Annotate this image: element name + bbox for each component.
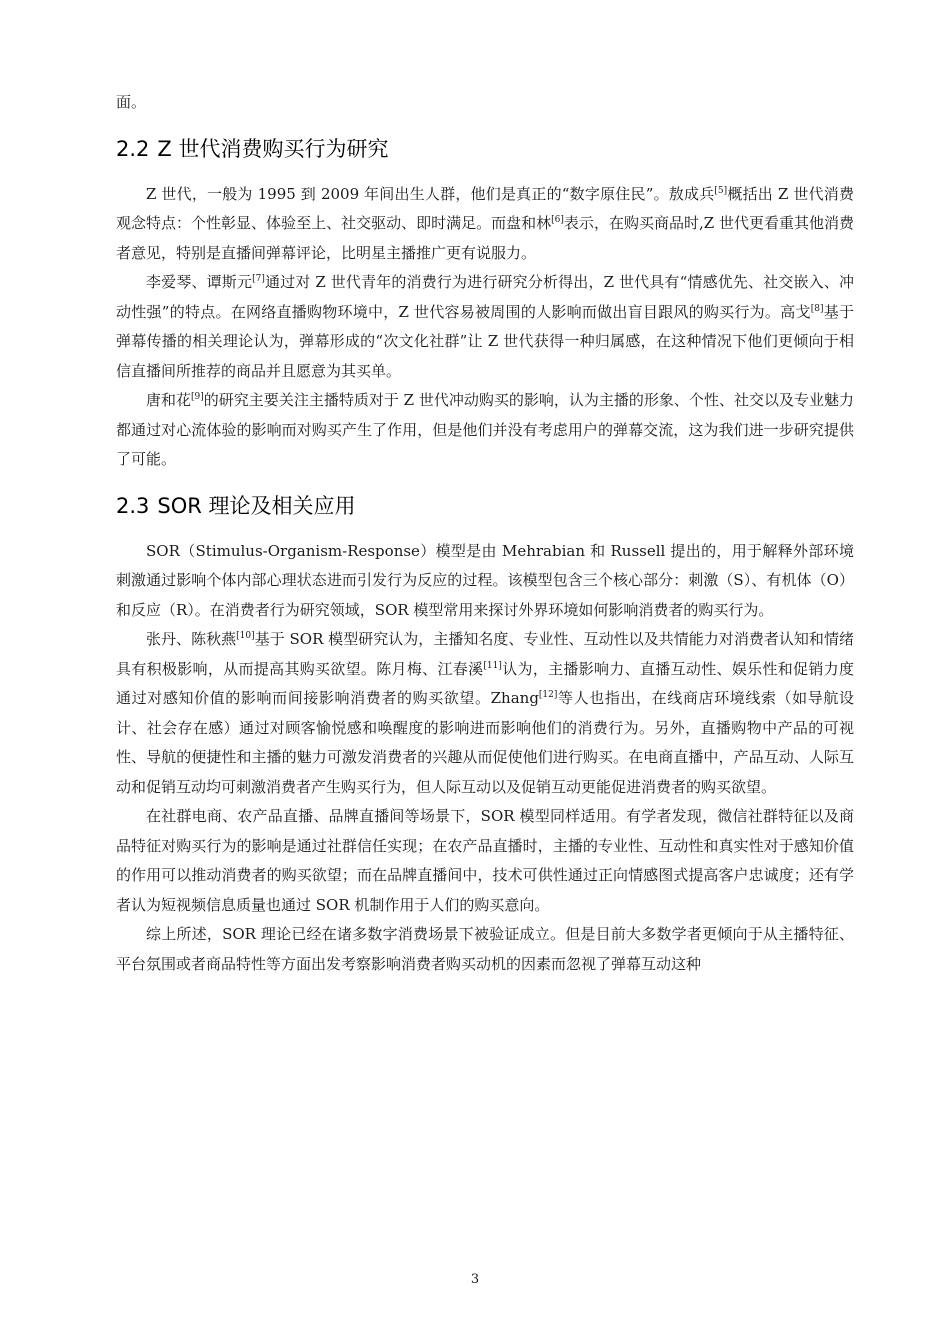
text-run: 唐和花 [146, 391, 192, 409]
section-heading-2-2 [116, 132, 854, 166]
text-run: Z 世代，一般为 1995 到 2009 年间出生人群，他们是真正的“数字原住民”。敖成兵 [146, 184, 715, 203]
paragraph [116, 180, 854, 269]
text-run: 认为，主播影响力、直播互动性、娱乐性和促销力度通过对感知价值的影响而间接影响消费者的购买欲望。Zhang [116, 659, 854, 707]
continuation-text: 面。 [116, 93, 147, 111]
text-run: 基于 SOR 模型研究认为，主播知名度、专业性、互动性以及共情能力对消费者认知和情绪具有积极影响，从而提高其购买欲望。陈月梅、江春溪 [116, 630, 854, 678]
section-title: SOR 理论及相关应用 [157, 493, 356, 518]
page-number: 3 [470, 1272, 480, 1287]
section-heading-2-3 [116, 489, 854, 523]
paragraph [116, 625, 854, 802]
text-run: 张丹、陈秋燕 [146, 630, 237, 648]
paragraph [116, 386, 854, 475]
text-run: 概括出 Z 世代消费观念特点：个性彰显、体验至上、社交驱动、即时满足。而盘和林 [116, 184, 854, 232]
text-run: 表示，在购买商品时,Z 世代更看重其他消费者意见，特别是直播间弹幕评论，比明星主播推广更有说服力。 [116, 214, 854, 262]
citation-ref: [7] [252, 274, 265, 284]
text-run: 的研究主要关注主播特质对于 Z 世代冲动购买的影响，认为主播的形象、个性、社交以及专业魅力都通过对心流体验的影响而对购买产生了作用，但是他们并没有考虑用户的弹幕交流，这为我们进一步研究提供了可能。 [116, 391, 854, 468]
paragraph: 在社群电商、农产品直播、品牌直播间等场景下，SOR 模型同样适用。有学者发现，微信社群特征以及商品特征对购买行为的影响是通过社群信任实现；在农产品直播时，主播的专业性、互动性和真实性对于感知价值的作用可以推动消费者的购买欲望；而在品牌直播间中，技术可供性通过正向情感图式提高客户忠诚度；还有学者认为短视频信息质量也通过 SOR 机制作用于人们的购买意向。 [116, 807, 854, 914]
citation-ref: [12] [538, 690, 558, 700]
text-run: 等人也指出，在线商店环境线索（如导航设计、社会存在感）通过对顾客愉悦感和唤醒度的影响进而影响他们的消费行为。另外，直播购物中产品的可视性、导航的便捷性和主播的魅力可激发消费者的兴趣从而促使他们进行购买。在电商直播中，产品互动、人际互动和促销互动均可刺激消费者产生购买行为，但人际互动以及促销互动更能促进消费者的购买欲望。 [116, 689, 854, 796]
text-run: 李爱琴、谭斯元 [146, 273, 253, 291]
paragraph [116, 268, 854, 386]
section-number: 2.2 [116, 136, 150, 161]
section-title: Z 世代消费购买行为研究 [157, 136, 389, 161]
text-run: 基于弹幕传播的相关理论认为，弹幕形成的“次文化社群”让 Z 世代获得一种归属感，在这种情况下他们更倾向于相信直播间所推荐的商品并且愿意为其买单。 [116, 302, 854, 380]
citation-ref: [8] [810, 303, 824, 314]
citation-ref: [10] [236, 631, 255, 641]
citation-ref: [9] [191, 392, 204, 402]
paragraph: 综上所述，SOR 理论已经在诸多数字消费场景下被验证成立。但是目前大多数学者更倾向于从主播特征、平台氛围或者商品特性等方面出发考察影响消费者购买动机的因素而忽视了弹幕互动这种 [116, 925, 854, 973]
paragraph: SOR（Stimulus-Organism-Response）模型是由 Mehrabian 和 Russell 提出的，用于解释外部环境刺激通过影响个体内部心理状态进而引发行为反应的过程。该模型包含三个核心部分：刺激（S）、有机体（O）和反应（R）。在消费者行为研究领域，SOR 模型常用来探讨外界环境如何影响消费者的购买行为。 [116, 541, 854, 619]
citation-ref: [11] [483, 660, 502, 671]
citation-ref: [5] [714, 185, 728, 196]
citation-ref: [6] [551, 215, 564, 225]
page-body [116, 88, 854, 979]
section-number: 2.3 [116, 493, 150, 518]
text-run: 通过对 Z 世代青年的消费行为进行研究分析得出，Z 世代具有“情感优先、社交嵌入、冲动性强”的特点。在网络直播购物环境中，Z 世代容易被周围的人影响而做出盲目跟风的购买行为。高戈 [116, 273, 854, 321]
